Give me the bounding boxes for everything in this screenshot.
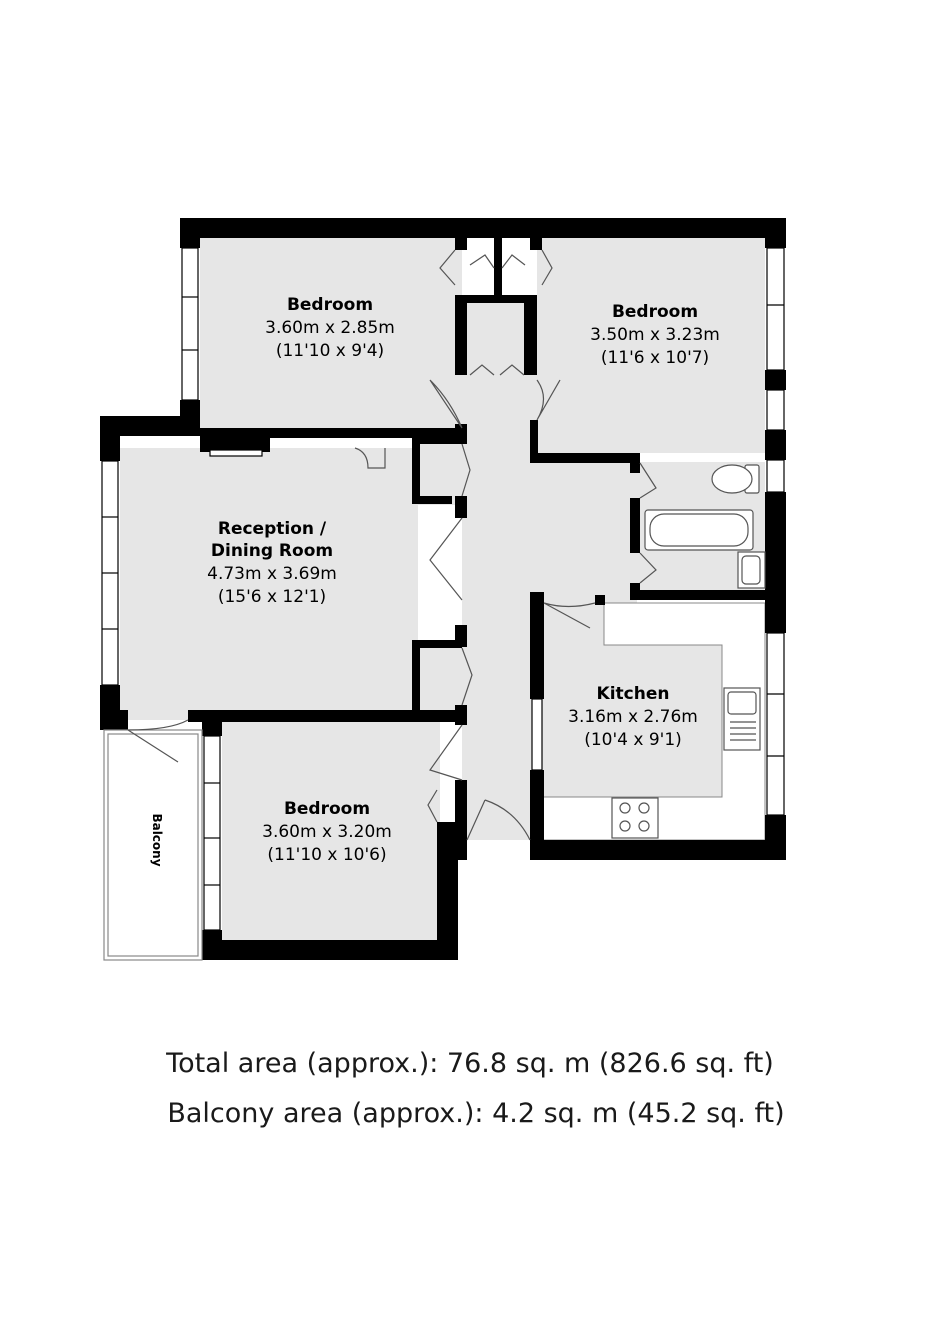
bedroom-bottom-name: Bedroom: [283, 799, 371, 819]
window-bedroom-bottom: [204, 736, 220, 930]
floor-cupboard-2: [418, 645, 463, 710]
kitchen-imperial: (10'4 x 9'1): [584, 730, 682, 750]
kitchen-metric: 3.16m x 2.76m: [568, 707, 698, 727]
toilet-icon: [712, 465, 759, 493]
bedroom-top-left-imperial: (11'10 x 9'4): [275, 341, 385, 361]
balcony-area-text: Balcony area (approx.): 4.2 sq. m (45.2 sq. ft): [167, 1098, 785, 1129]
door-closet-left-2: [470, 255, 494, 268]
bedroom-top-left-metric: 3.60m x 2.85m: [265, 318, 395, 338]
window-kitchen: [767, 633, 784, 815]
floor-hallway: [462, 300, 537, 840]
floor-reception: [120, 448, 418, 720]
window-bedroom-top-right-2: [767, 390, 784, 430]
bedroom-top-right-metric: 3.50m x 3.23m: [590, 325, 720, 345]
kitchen-name: Kitchen: [596, 684, 670, 704]
bedroom-bottom-imperial: (11'10 x 10'6): [267, 845, 387, 865]
floor-cupboard-1: [418, 440, 463, 505]
reception-metric: 4.73m x 3.69m: [207, 564, 337, 584]
door-closet-right-2: [502, 255, 525, 268]
bedroom-bottom-metric: 3.60m x 3.20m: [262, 822, 392, 842]
washbasin-icon: [738, 552, 765, 588]
window-kitchen-inner: [532, 699, 542, 770]
reception-name-line2: Dining Room: [210, 541, 334, 561]
window-bathroom: [767, 460, 784, 492]
sink-icon: [724, 688, 760, 750]
total-area-text: Total area (approx.): 76.8 sq. m (826.6 sq. ft): [166, 1048, 774, 1079]
window-bedroom-top-right: [767, 248, 784, 370]
bedroom-top-right-imperial: (11'6 x 10'7): [600, 348, 710, 368]
door-reception-1: [430, 518, 462, 600]
bathtub-icon: [645, 510, 753, 550]
bedroom-top-right-name: Bedroom: [611, 302, 699, 322]
balcony-label: Balcony: [150, 813, 164, 867]
reception-name-line1: Reception /: [217, 519, 327, 539]
hob-icon: [612, 798, 658, 838]
window-reception-top: [210, 450, 262, 456]
window-bedroom-top-left: [182, 248, 198, 400]
reception-imperial: (15'6 x 12'1): [217, 587, 327, 607]
bedroom-top-left-name: Bedroom: [286, 295, 374, 315]
floor-bedroom-top-right: [537, 238, 765, 453]
floor-hall-east: [537, 453, 637, 603]
